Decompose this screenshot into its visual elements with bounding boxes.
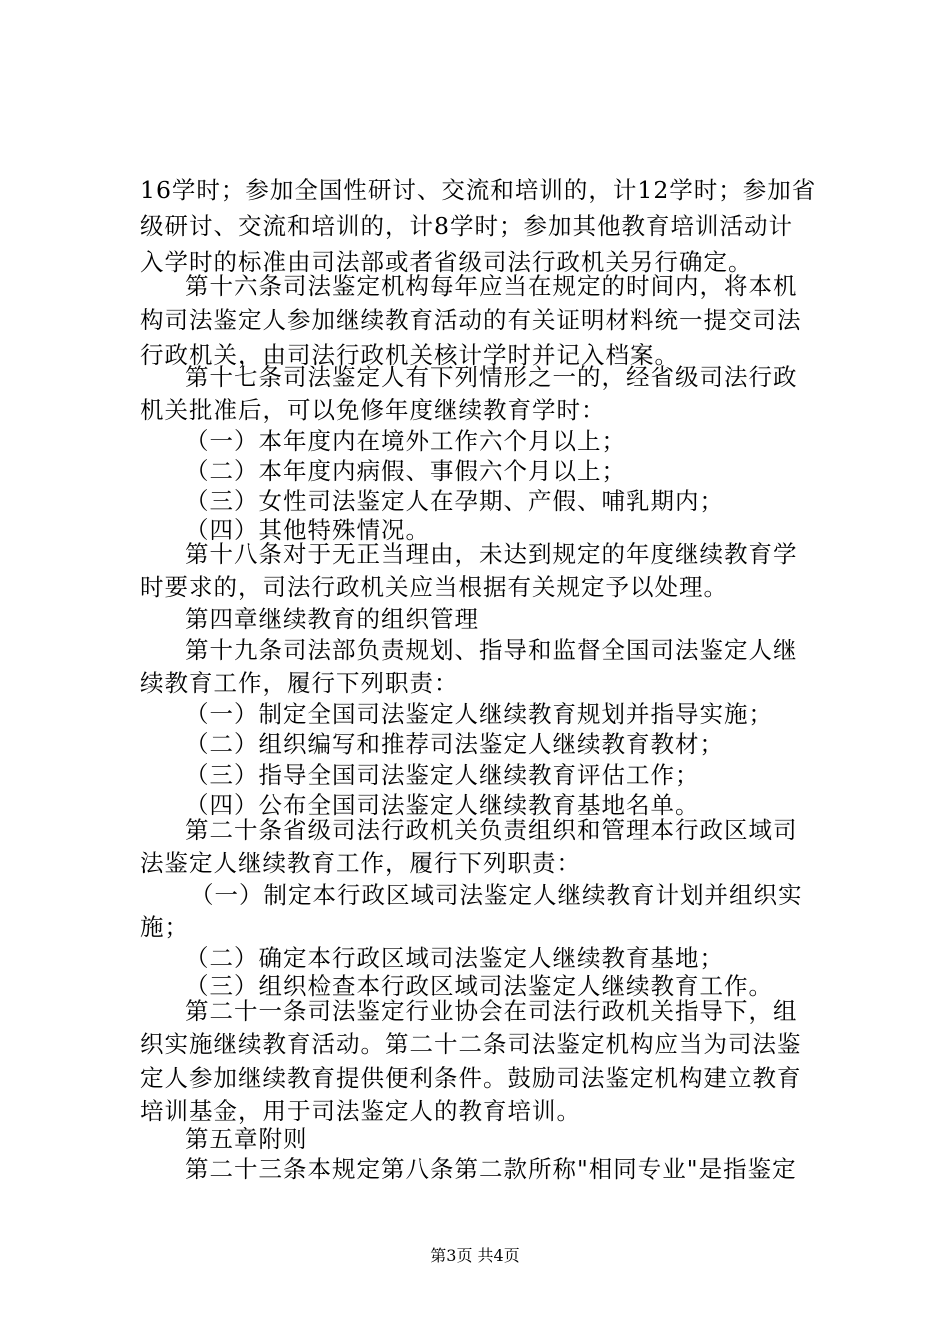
text-line: 施； xyxy=(140,913,189,941)
text-line: （三）女性司法鉴定人在孕期、产假、哺乳期内； xyxy=(185,487,724,515)
text-line: 培训基金，用于司法鉴定人的教育培训。 xyxy=(140,1097,581,1125)
text-line: 第二十条省级司法行政机关负责组织和管理本行政区域司 xyxy=(185,816,798,844)
text-line: 第十七条司法鉴定人有下列情形之一的，经省级司法行政 xyxy=(185,363,798,391)
text-line: 织实施继续教育活动。第二十二条司法鉴定机构应当为司法鉴 xyxy=(140,1030,802,1058)
text-line: 行政机关，由司法行政机关核计学时并记入档案。 xyxy=(140,341,679,369)
text-line: 16学时；参加全国性研讨、交流和培训的，计12学时；参加省 xyxy=(140,176,817,204)
text-line: 第十九条司法部负责规划、指导和监督全国司法鉴定人继 xyxy=(185,636,798,664)
chapter-heading: 第四章继续教育的组织管理 xyxy=(185,605,479,633)
text-line: 机关批准后，可以免修年度继续教育学时： xyxy=(140,396,606,424)
text-line: 第二十一条司法鉴定行业协会在司法行政机关指导下，组 xyxy=(185,997,798,1025)
text-line: 法鉴定人继续教育工作，履行下列职责： xyxy=(140,849,581,877)
text-line: 级研讨、交流和培训的，计8学时；参加其他教育培训活动计 xyxy=(140,212,793,240)
text-line: （四）公布全国司法鉴定人继续教育基地名单。 xyxy=(185,791,700,819)
text-line: （二）本年度内病假、事假六个月以上； xyxy=(185,457,626,485)
text-line: （二）确定本行政区域司法鉴定人继续教育基地； xyxy=(185,944,724,972)
text-line: 第二十三条本规定第八条第二款所称"相同专业"是指鉴定 xyxy=(185,1155,797,1183)
text-line: （四）其他特殊情况。 xyxy=(185,516,430,544)
page-number: 第3页 共4页 xyxy=(430,1246,520,1265)
text-line: 构司法鉴定人参加继续教育活动的有关证明材料统一提交司法 xyxy=(140,306,802,334)
chapter-heading: 第五章附则 xyxy=(185,1125,308,1153)
text-line: （一）制定本行政区域司法鉴定人继续教育计划并组织实 xyxy=(190,881,803,909)
text-line: （二）组织编写和推荐司法鉴定人继续教育教材； xyxy=(185,730,724,758)
text-line: （三）指导全国司法鉴定人继续教育评估工作； xyxy=(185,761,700,789)
text-line: （三）组织检查本行政区域司法鉴定人继续教育工作。 xyxy=(185,972,773,1000)
text-line: 定人参加继续教育提供便利条件。鼓励司法鉴定机构建立教育 xyxy=(140,1064,802,1092)
text-line: 时要求的，司法行政机关应当根据有关规定予以处理。 xyxy=(140,573,728,601)
text-line: 第十六条司法鉴定机构每年应当在规定的时间内，将本机 xyxy=(185,272,798,300)
text-line: 入学时的标准由司法部或者省级司法行政机关另行确定。 xyxy=(140,248,753,276)
text-line: （一）制定全国司法鉴定人继续教育规划并指导实施； xyxy=(185,700,773,728)
text-line: 续教育工作，履行下列职责： xyxy=(140,669,459,697)
text-line: （一）本年度内在境外工作六个月以上； xyxy=(185,427,626,455)
text-line: 第十八条对于无正当理由，未达到规定的年度继续教育学 xyxy=(185,540,798,568)
